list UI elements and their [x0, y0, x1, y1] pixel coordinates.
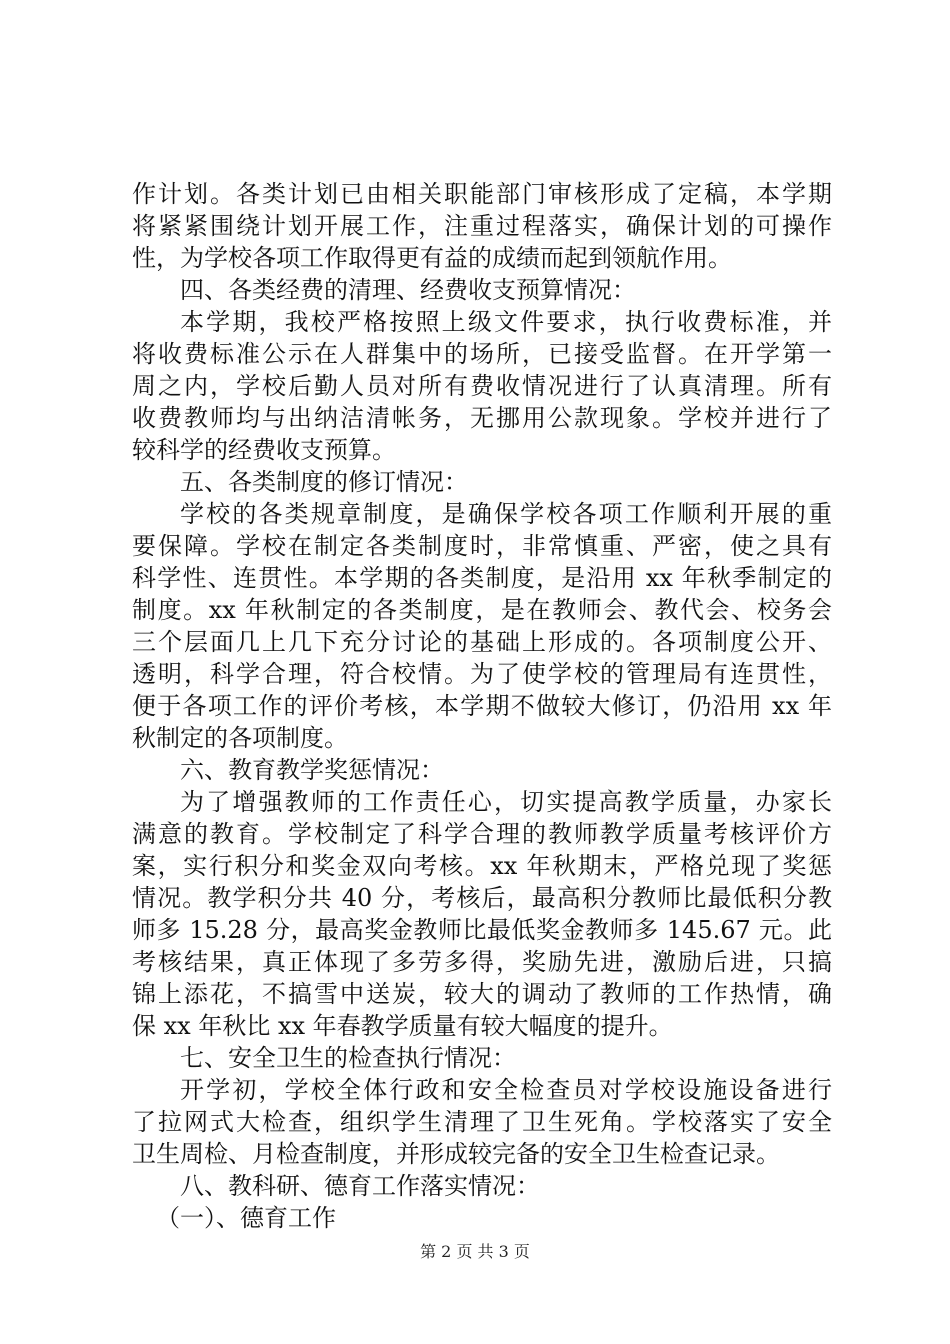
text-line: 四、各类经费的清理、经费收支预算情况： — [180, 276, 636, 304]
text-line: 开学初，学校全体行政和安全检查员对学校设施设备进行 — [180, 1076, 832, 1104]
text-line: 透明，科学合理，符合校情。为了使学校的管理局有连贯性， — [132, 660, 832, 688]
text-line: 卫生周检、月检查制度，并形成较完备的安全卫生检查记录。 — [132, 1140, 780, 1168]
text-line: 五、各类制度的修订情况： — [180, 468, 468, 496]
text-line: 八、教科研、德育工作落实情况： — [180, 1172, 540, 1200]
text-line: 制度。xx 年秋制定的各类制度，是在教师会、教代会、校务会 — [132, 596, 832, 624]
text-line: 将紧紧围绕计划开展工作，注重过程落实，确保计划的可操作 — [132, 212, 832, 240]
text-line: 秋制定的各项制度。 — [132, 724, 348, 752]
text-line: 三个层面几上几下充分讨论的基础上形成的。各项制度公开、 — [132, 628, 832, 656]
text-line: 满意的教育。学校制定了科学合理的教师教学质量考核评价方 — [132, 820, 832, 848]
text-line: （一）、德育工作 — [156, 1204, 336, 1232]
text-line: 要保障。学校在制定各类制度时，非常慎重、严密，使之具有 — [132, 532, 832, 560]
text-line: 较科学的经费收支预算。 — [132, 436, 396, 464]
text-line: 为了增强教师的工作责任心，切实提高教学质量，办家长 — [180, 788, 832, 816]
text-line: 情况。教学积分共 40 分，考核后，最高积分教师比最低积分教 — [132, 884, 832, 912]
text-line: 作计划。各类计划已由相关职能部门审核形成了定稿，本学期 — [132, 180, 832, 208]
text-line: 科学性、连贯性。本学期的各类制度，是沿用 xx 年秋季制定的 — [132, 564, 832, 592]
text-line: 了拉网式大检查，组织学生清理了卫生死角。学校落实了安全 — [132, 1108, 832, 1136]
page-footer: 第 2 页 共 3 页 — [420, 1242, 530, 1261]
text-line: 性，为学校各项工作取得更有益的成绩而起到领航作用。 — [132, 244, 732, 272]
text-line: 保 xx 年秋比 xx 年春教学质量有较大幅度的提升。 — [132, 1012, 673, 1040]
text-line: 将收费标准公示在人群集中的场所，已接受监督。在开学第一 — [132, 340, 832, 368]
text-line: 师多 15.28 分，最高奖金教师比最低奖金教师多 145.67 元。此 — [132, 916, 832, 944]
text-line: 学校的各类规章制度，是确保学校各项工作顺利开展的重 — [180, 500, 832, 528]
text-line: 周之内，学校后勤人员对所有费收情况进行了认真清理。所有 — [132, 372, 832, 400]
text-line: 考核结果，真正体现了多劳多得，奖励先进，激励后进，只搞 — [132, 948, 832, 976]
text-line: 本学期，我校严格按照上级文件要求，执行收费标准，并 — [180, 308, 832, 336]
text-line: 六、教育教学奖惩情况： — [180, 756, 444, 784]
text-line: 锦上添花，不搞雪中送炭，较大的调动了教师的工作热情，确 — [132, 980, 832, 1008]
text-line: 案，实行积分和奖金双向考核。xx 年秋期末，严格兑现了奖惩 — [132, 852, 832, 880]
text-line: 收费教师均与出纳洁清帐务，无挪用公款现象。学校并进行了 — [132, 404, 832, 432]
document-body — [132, 178, 832, 1234]
text-line: 七、安全卫生的检查执行情况： — [180, 1044, 516, 1072]
text-line: 便于各项工作的评价考核，本学期不做较大修订，仍沿用 xx 年 — [132, 692, 832, 720]
